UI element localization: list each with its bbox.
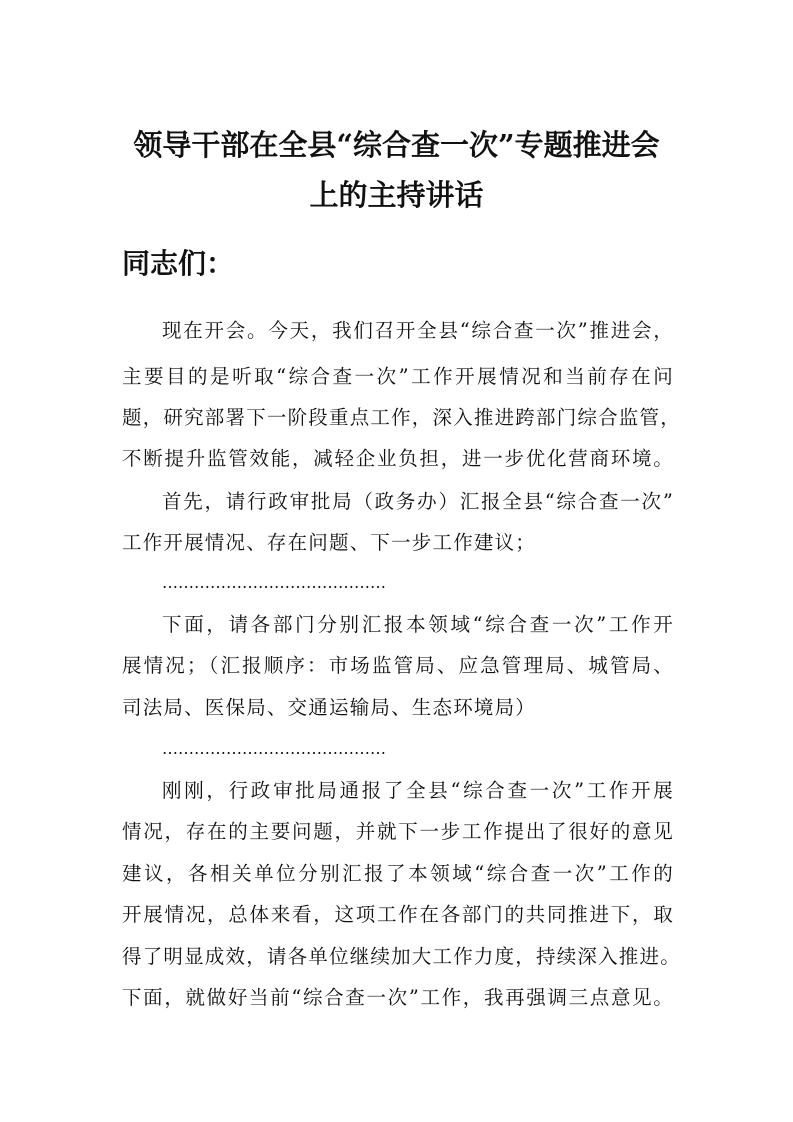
paragraph-3-line-1: 下面，请各部门分别汇报本领域“综合查一次”工作开 — [162, 613, 674, 636]
paragraph-4-line-1: 刚刚，行政审批局通报了全县“综合查一次”工作开展 — [162, 779, 674, 802]
ellipsis-separator-2: …………………………………… — [162, 739, 386, 758]
salutation: 同志们： — [122, 247, 235, 280]
paragraph-4-line-3: 建议，各相关单位分别汇报了本领域“综合查一次”工作的 — [122, 862, 674, 885]
paragraph-4-line-2: 情况，存在的主要问题，并就下一步工作提出了很好的意见 — [122, 820, 674, 843]
ellipsis-separator-1: …………………………………… — [162, 573, 386, 592]
paragraph-2-line-1: 首先，请行政审批局（政务办）汇报全县“综合查一次” — [162, 490, 674, 513]
paragraph-4-line-5: 得了明显成效，请各单位继续加大工作力度，持续深入推进。 — [122, 945, 681, 968]
paragraph-4-line-6: 下面，就做好当前“综合查一次”工作，我再强调三点意见。 — [122, 986, 674, 1009]
paragraph-3-line-2: 展情况；（汇报顺序：市场监管局、应急管理局、城管局、 — [122, 654, 674, 677]
paragraph-1-line-1: 现在开会。今天，我们召开全县“综合查一次”推进会， — [162, 319, 674, 342]
document-title-line-2: 上的主持讲话 — [309, 178, 484, 212]
paragraph-1-line-2: 主要目的是听取“综合查一次”工作开展情况和当前存在问 — [122, 365, 674, 388]
document-title-line-1: 领导干部在全县“综合查一次”专题推进会 — [133, 128, 660, 162]
paragraph-2-line-2: 工作开展情况、存在问题、下一步工作建议； — [122, 531, 537, 554]
paragraph-1-line-4: 不断提升监管效能，减轻企业负担，进一步优化营商环境。 — [122, 447, 674, 470]
paragraph-4-line-4: 开展情况，总体来看，这项工作在各部门的共同推进下，取 — [122, 903, 674, 926]
paragraph-3-line-3: 司法局、医保局、交通运输局、生态环境局） — [122, 696, 537, 719]
paragraph-1-line-3: 题，研究部署下一阶段重点工作，深入推进跨部门综合监管， — [122, 406, 681, 429]
